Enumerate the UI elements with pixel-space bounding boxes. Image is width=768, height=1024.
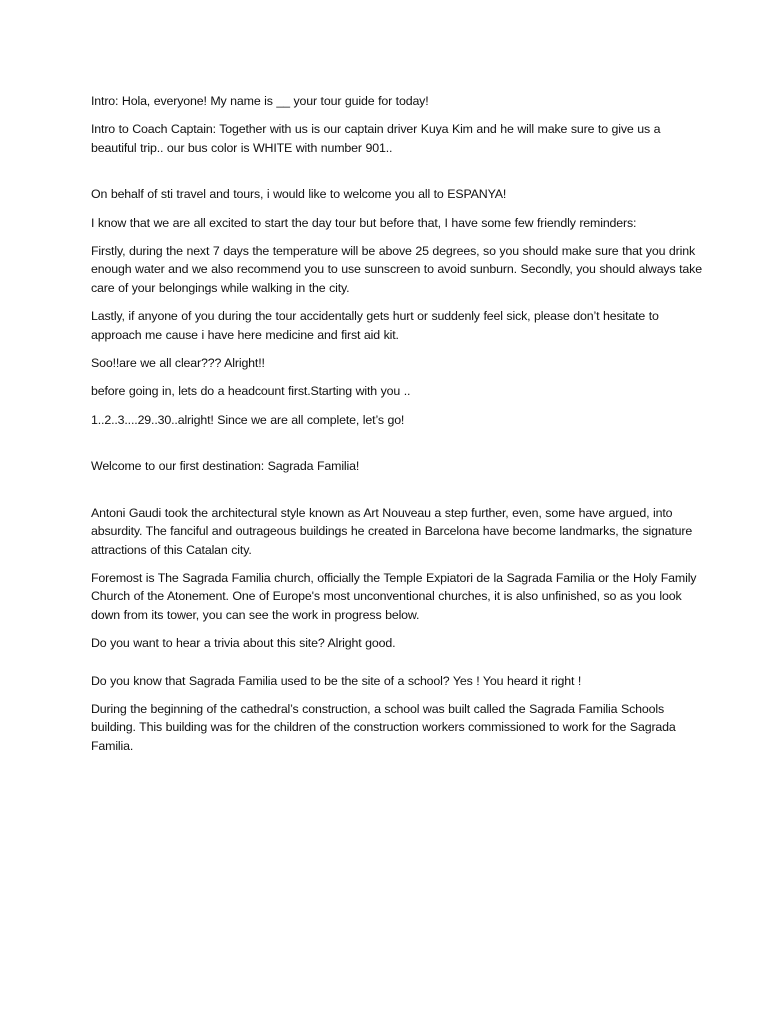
paragraph-lastly: Lastly, if anyone of you during the tour accidentally gets hurt or suddenly feel sick, please don’t hesitate to approach me cause i have here medicine and first aid kit. xyxy=(91,309,659,342)
paragraph-firstly: Firstly, during the next 7 days the temperature will be above 25 degrees, so you should make sure that you drink enough water and we also recommend you to use sunscreen to avoid sunburn. Secondly, you should always take care of your belongings while walking in the city. xyxy=(91,244,702,295)
paragraph-sagrada-familia: Foremost is The Sagrada Familia church, officially the Temple Expiatori de la Sagrada Familia or the Holy Family Church of the Atonement. One of Europe's most unconventional churches, it is also unfinished, so as you look down from its tower, you can see the work in progress below. xyxy=(91,570,697,622)
document-page xyxy=(91,92,703,765)
paragraph-coach-captain: Intro to Coach Captain: Together with us is our captain driver Kuya Kim and he will make sure to give us a beautiful trip.. our bus color is WHITE with number 901.. xyxy=(91,122,661,155)
paragraph-all-clear: Soo!!are we all clear??? Alright!! xyxy=(91,356,265,371)
paragraph-count: 1..2..3....29..30..alright! Since we are all complete, let’s go! xyxy=(91,412,405,427)
paragraph-gaudi: Antoni Gaudi took the architectural style known as Art Nouveau a step further, even, some have argued, into absurdity. The fanciful and outrageous buildings he created in Barcelona have become landmarks, the signature attractions of this Catalan city. xyxy=(91,505,693,557)
paragraph-trivia-question: Do you want to hear a trivia about this site? Alright good. xyxy=(91,636,396,651)
paragraph-intro: Intro: Hola, everyone! My name is __ your tour guide for today! xyxy=(91,94,429,108)
paragraph-headcount: before going in, lets do a headcount first.Starting with you .. xyxy=(91,384,411,399)
paragraph-reminders-intro: I know that we are all excited to start the day tour but before that, I have some few friendly reminders: xyxy=(91,215,637,230)
paragraph-school-question: Do you know that Sagrada Familia used to be the site of a school? Yes ! You heard it right ! xyxy=(91,673,582,688)
paragraph-welcome: On behalf of sti travel and tours, i would like to welcome you all to ESPANYA! xyxy=(91,187,507,202)
paragraph-school-history: During the beginning of the cathedral’s construction, a school was built called the Sagrada Familia Schools building. This building was for the children of the construction workers commissioned to work for the Sagrada Familia. xyxy=(91,701,676,753)
paragraph-first-destination: Welcome to our first destination: Sagrada Familia! xyxy=(91,459,360,474)
